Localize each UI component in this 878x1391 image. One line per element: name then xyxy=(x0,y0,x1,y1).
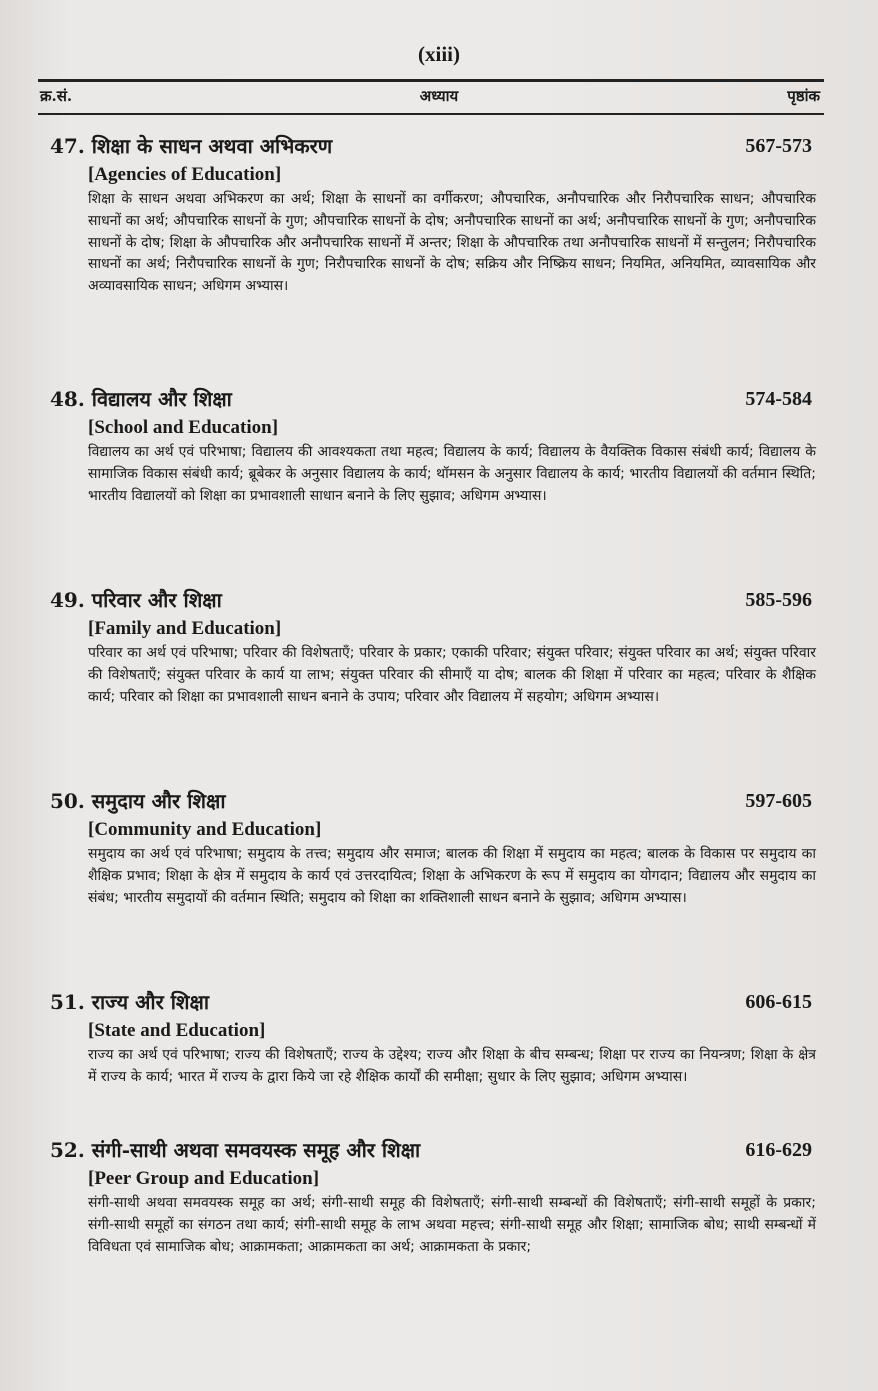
toc-entry-49 xyxy=(50,585,820,708)
header-page: पृष्ठांक xyxy=(787,87,820,105)
toc-entry-48 xyxy=(50,384,820,507)
entry-pages: 606-615 xyxy=(745,991,812,1013)
entry-description: परिवार का अर्थ एवं परिभाषा; परिवार की विशेषताएँ; परिवार के प्रकार; एकाकी परिवार; संयुक्त परिवार; संयुक्त परिवार का अर्थ; संयुक्त परिवार की विशेषताएँ; संयुक्त परिवार के कार्य या लाभ; संयुक्त परिवार की सीमाएँ या दोष; बालक की शिक्षा में परिवार का महत्व; परिवार के शैक्षिक कार्य; परिवार को शिक्षा का प्रभावशाली साधन बनाने के उपाय; परिवार और विद्यालय में सहयोग; अधिगम अभ्यास। xyxy=(88,645,816,705)
entry-title: 48. विद्यालय और शिक्षा xyxy=(50,387,232,411)
toc-entry-52 xyxy=(50,1135,820,1258)
entry-pages: 616-629 xyxy=(745,1139,812,1161)
entry-english-title: [Family and Education] xyxy=(88,618,282,639)
entry-english-title: [Agencies of Education] xyxy=(88,164,282,185)
header-chapter: अध्याय xyxy=(419,87,459,105)
entry-english-title: [Peer Group and Education] xyxy=(88,1168,320,1189)
entry-title: 49. परिवार और शिक्षा xyxy=(50,588,222,612)
toc-entry-47 xyxy=(50,131,820,298)
entry-description: विद्यालय का अर्थ एवं परिभाषा; विद्यालय की आवश्यकता तथा महत्व; विद्यालय के कार्य; विद्यालय के वैयक्तिक विकास संबंधी कार्य; विद्यालय के सामाजिक विकास संबंधी कार्य; ब्रूबेकर के अनुसार विद्यालय के कार्य; थॉमसन के अनुसार विद्यालय के कार्य; भारतीय विद्यालयों की वर्तमान स्थिति; भारतीय विद्यालयों को शिक्षा का प्रभावशाली साधान बनाने के लिए सुझाव; अधिगम अभ्यास। xyxy=(88,444,816,504)
entry-title: 47. शिक्षा के साधन अथवा अभिकरण xyxy=(50,134,333,158)
entry-title: 52. संगी-साथी अथवा समवयस्क समूह और शिक्षा xyxy=(50,1138,421,1162)
entry-english-title: [State and Education] xyxy=(88,1020,266,1041)
entry-description: राज्य का अर्थ एवं परिभाषा; राज्य की विशेषताएँ; राज्य के उद्देश्य; राज्य और शिक्षा के बीच सम्बन्ध; शिक्षा पर राज्य का नियन्त्रण; शिक्षा के क्षेत्र में राज्य के कार्य; भारत में राज्य के द्वारा किये जा रहे शैक्षिक कार्यों की समीक्षा; सुधार के लिए सुझाव; अधिगम अभ्यास। xyxy=(88,1047,816,1085)
entry-pages: 585-596 xyxy=(745,589,812,611)
entry-english-title: [Community and Education] xyxy=(88,819,322,840)
toc-entry-51 xyxy=(50,987,820,1089)
entry-english-title: [School and Education] xyxy=(88,417,279,438)
header-rule-top xyxy=(38,79,824,82)
entry-title: 51. राज्य और शिक्षा xyxy=(50,990,210,1014)
entry-description: संगी-साथी अथवा समवयस्क समूह का अर्थ; संगी-साथी समूह की विशेषताएँ; संगी-साथी सम्बन्धों की विशेषताएँ; संगी-साथी समूहों के प्रकार; संगी-साथी समूहों का संगठन तथा कार्य; संगी-साथी समूह के लाभ अथवा महत्त्व; संगी-साथी समूह और शिक्षा; सामाजिक बोध; साथी सम्बन्धों में विविधता एवं सामाजिक बोध; आक्रामकता; आक्रामकता का अर्थ; आक्रामकता के प्रकार; xyxy=(88,1195,816,1255)
entry-pages: 597-605 xyxy=(745,790,812,812)
entry-description: समुदाय का अर्थ एवं परिभाषा; समुदाय के तत्त्व; समुदाय और समाज; बालक की शिक्षा में समुदाय का महत्व; बालक के विकास पर समुदाय का शैक्षिक प्रभाव; शिक्षा के क्षेत्र में समुदाय के कार्य एवं उत्तरदायित्व; शिक्षा के अभिकरण के रूप में समुदाय का योगदान; विद्यालय और समुदाय का संबंध; भारतीय समुदायों की वर्तमान स्थिति; समुदाय को शिक्षा का शक्तिशाली साधन बनाने के सुझाव; अधिगम अभ्यास। xyxy=(88,846,816,906)
entry-description: शिक्षा के साधन अथवा अभिकरण का अर्थ; शिक्षा के साधनों का वर्गीकरण; औपचारिक, अनौपचारिक और निरौपचारिक साधन; औपचारिक साधनों का अर्थ; औपचारिक साधनों के गुण; औपचारिक साधनों के दोष; अनौपचारिक साधनों का अर्थ; अनौपचारिक साधनों के गुण; अनौपचारिक साधनों के दोष; शिक्षा के औपचारिक और अनौपचारिक साधनों में अन्तर; शिक्षा के औपचारिक तथा अनौपचारिक साधनों में सन्तुलन; निरौपचारिक साधनों का अर्थ; निरौपचारिक साधनों के गुण; निरौपचारिक साधनों के दोष; सक्रिय और निष्क्रिय साधन; नियमित, अनियमित, व्यावसायिक और अव्यावसायिक साधन; अधिगम अभ्यास। xyxy=(88,191,816,295)
toc-entry-50 xyxy=(50,786,820,909)
header-rule-bottom xyxy=(38,113,824,115)
page-number: (xiii) xyxy=(418,42,460,66)
entry-pages: 574-584 xyxy=(745,388,812,410)
header-serial: क्र.सं. xyxy=(40,87,73,105)
entry-title: 50. समुदाय और शिक्षा xyxy=(50,789,226,813)
entry-pages: 567-573 xyxy=(745,135,812,157)
